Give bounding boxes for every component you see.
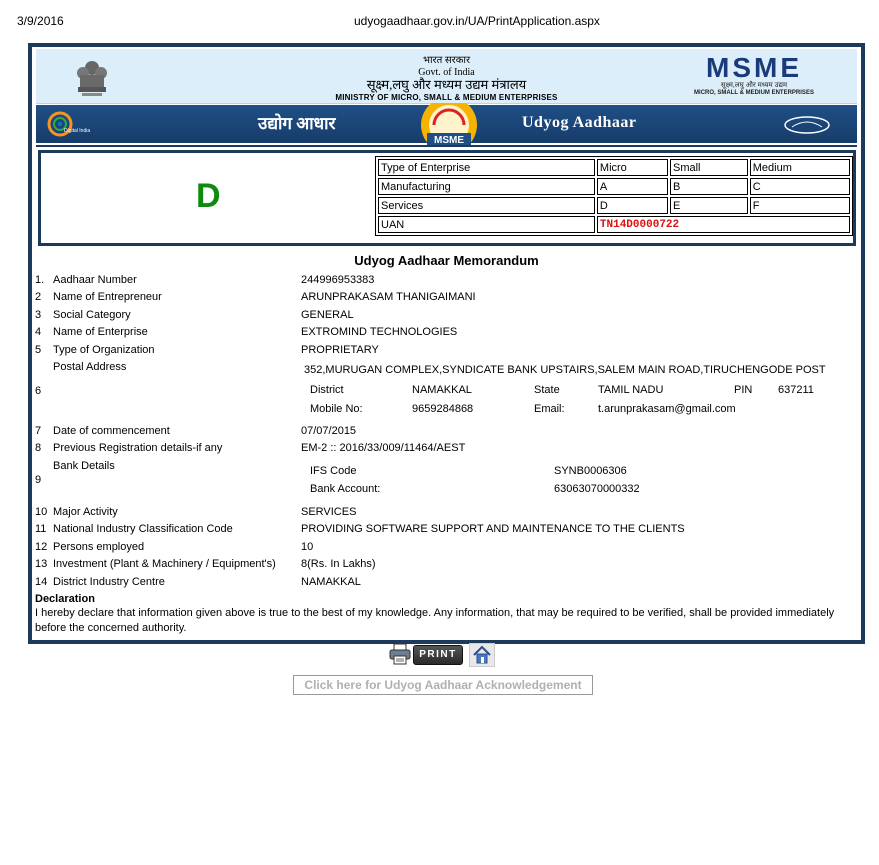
declaration-text: I hereby declare that information given above is true to the best of my knowledge. Any information, that may be required to be verified, shall be provided immediately before the concerned authority. <box>35 607 835 634</box>
row-label: Bank Details <box>53 460 115 472</box>
uan-label: UAN <box>378 216 595 233</box>
row-label: Investment (Plant & Machinery / Equipment's) <box>53 558 276 570</box>
row-number: 3 <box>35 309 42 321</box>
uan-value <box>597 216 850 233</box>
table-cell: Services <box>378 197 595 214</box>
digital-india-text: Digital India <box>64 128 91 134</box>
ministry-en-line2: MINISTRY OF MICRO, SMALL & MEDIUM ENTERPRISES <box>335 92 558 102</box>
pin-label: PIN <box>734 384 753 396</box>
table-cell: Small <box>670 159 748 176</box>
row-value: ARUNPRAKASAM THANIGAIMANI <box>301 291 476 303</box>
row-value: PROVIDING SOFTWARE SUPPORT AND MAINTENANCE TO THE CLIENTS <box>301 523 685 535</box>
row-number: 6 <box>35 385 42 397</box>
row-number: 10 <box>35 506 48 518</box>
udyog-aadhaar-emblem-icon <box>402 103 496 145</box>
print-date: 3/9/2016 <box>17 14 64 28</box>
header-divider <box>36 145 857 147</box>
print-button[interactable]: PRINT <box>413 645 463 665</box>
row-number: 7 <box>35 425 42 437</box>
msme-logo <box>679 52 829 96</box>
state-label: State <box>534 384 560 396</box>
row-value: SERVICES <box>301 506 357 518</box>
ifs-label: IFS Code <box>310 465 357 477</box>
row-value: 244996953383 <box>301 274 375 286</box>
row-number: 1. <box>35 274 45 286</box>
row-label: District Industry Centre <box>53 576 165 588</box>
udyog-aadhaar-emblem-text: MSME <box>434 135 464 145</box>
row-label: National Industry Classification Code <box>53 523 233 535</box>
msme-logo-text: MSME <box>706 52 802 83</box>
row-value: GENERAL <box>301 309 354 321</box>
mobile-label: Mobile No: <box>310 403 363 415</box>
digital-india-logo <box>46 111 106 137</box>
district-value: NAMAKKAL <box>412 384 472 396</box>
email-label: Email: <box>534 403 565 415</box>
row-label: Previous Registration details-if any <box>53 442 223 454</box>
memo-row-bank <box>32 460 861 500</box>
printer-icon[interactable] <box>389 643 411 665</box>
row-number: 9 <box>35 474 42 486</box>
govt-logo-icon <box>782 115 832 135</box>
state-value: TAMIL NADU <box>598 384 664 396</box>
row-number: 14 <box>35 576 48 588</box>
row-value: 07/07/2015 <box>301 425 357 437</box>
udyog-aadhaar-english: Udyog Aadhaar <box>522 114 637 131</box>
row-label: Type of Organization <box>53 344 155 356</box>
row-number: 8 <box>35 442 42 454</box>
row-label: Postal Address <box>53 361 127 373</box>
row-value: EXTROMIND TECHNOLOGIES <box>301 326 458 338</box>
uan-row <box>378 216 850 233</box>
row-value: 10 <box>301 541 314 553</box>
memo-row-address <box>32 361 861 417</box>
table-cell: F <box>750 197 850 214</box>
table-row <box>378 159 850 176</box>
memorandum-title: Udyog Aadhaar Memorandum <box>354 253 539 268</box>
row-label: Persons employed <box>53 541 145 553</box>
address-line: 352,MURUGAN COMPLEX,SYNDICATE BANK UPSTAIRS,SALEM MAIN ROAD,TIRUCHENGODE POST <box>304 364 826 376</box>
table-cell: Type of Enterprise <box>378 159 595 176</box>
ministry-banner <box>36 49 857 104</box>
msme-sub-hi: सूक्ष्म,लघु और मध्यम उद्यम <box>720 82 788 89</box>
enterprise-category-box <box>38 150 856 246</box>
ministry-en-line1: Govt. of India <box>418 66 475 78</box>
row-value: EM-2 :: 2016/33/009/11464/AEST <box>301 442 466 454</box>
row-number: 11 <box>35 523 47 535</box>
home-button[interactable] <box>469 643 495 667</box>
row-value: 8(Rs. In Lakhs) <box>301 558 376 570</box>
mobile-value: 9659284868 <box>412 403 474 415</box>
row-label: Social Category <box>53 309 131 321</box>
table-row <box>378 197 850 214</box>
row-number: 13 <box>35 558 48 570</box>
browser-print-header <box>0 14 879 30</box>
email-value: t.arunprakasam@gmail.com <box>598 403 736 415</box>
uan-number: TN14D0000722 <box>599 219 680 231</box>
enterprise-category-code: D <box>196 177 221 215</box>
acknowledgement-link[interactable]: Click here for Udyog Aadhaar Acknowledgement <box>293 675 593 695</box>
row-value: PROPRIETARY <box>301 344 379 356</box>
table-row <box>378 178 850 195</box>
row-number: 2 <box>35 291 42 303</box>
table-cell: C <box>750 178 850 195</box>
certificate-frame <box>28 43 865 644</box>
row-label: Aadhaar Number <box>53 274 137 286</box>
table-cell: E <box>670 197 748 214</box>
declaration-title: Declaration <box>35 593 95 605</box>
udyog-aadhaar-banner <box>36 105 857 143</box>
pin-value: 637211 <box>778 384 814 396</box>
account-label: Bank Account: <box>310 483 381 495</box>
row-value: NAMAKKAL <box>301 576 361 588</box>
enterprise-type-table <box>375 156 853 236</box>
row-label: Name of Enterprise <box>53 326 148 338</box>
account-value: 63063070000332 <box>554 483 640 495</box>
row-number: 4 <box>35 326 42 338</box>
row-number: 5 <box>35 344 42 356</box>
table-cell: B <box>670 178 748 195</box>
ifs-value: SYNB0006306 <box>554 465 627 477</box>
msme-sub-en: MICRO, SMALL & MEDIUM ENTERPRISES <box>694 90 814 96</box>
table-cell: Medium <box>750 159 850 176</box>
print-url: udyogaadhaar.gov.in/UA/PrintApplication.aspx <box>354 14 600 28</box>
home-icon <box>470 644 494 666</box>
row-label: Name of Entrepreneur <box>53 291 162 303</box>
row-label: Major Activity <box>53 506 118 518</box>
district-label: District <box>310 384 344 396</box>
row-label: Date of commencement <box>53 425 170 437</box>
row-number: 12 <box>35 541 48 553</box>
udyog-aadhaar-hindi: उद्योग आधार <box>258 114 336 133</box>
ministry-hi-line1: भारत सरकार <box>422 55 471 66</box>
table-cell: Micro <box>597 159 668 176</box>
table-cell: D <box>597 197 668 214</box>
ministry-hi-line2: सूक्ष्म,लघु और मध्यम उद्यम मंत्रालय <box>366 77 527 92</box>
table-cell: A <box>597 178 668 195</box>
table-cell: Manufacturing <box>378 178 595 195</box>
